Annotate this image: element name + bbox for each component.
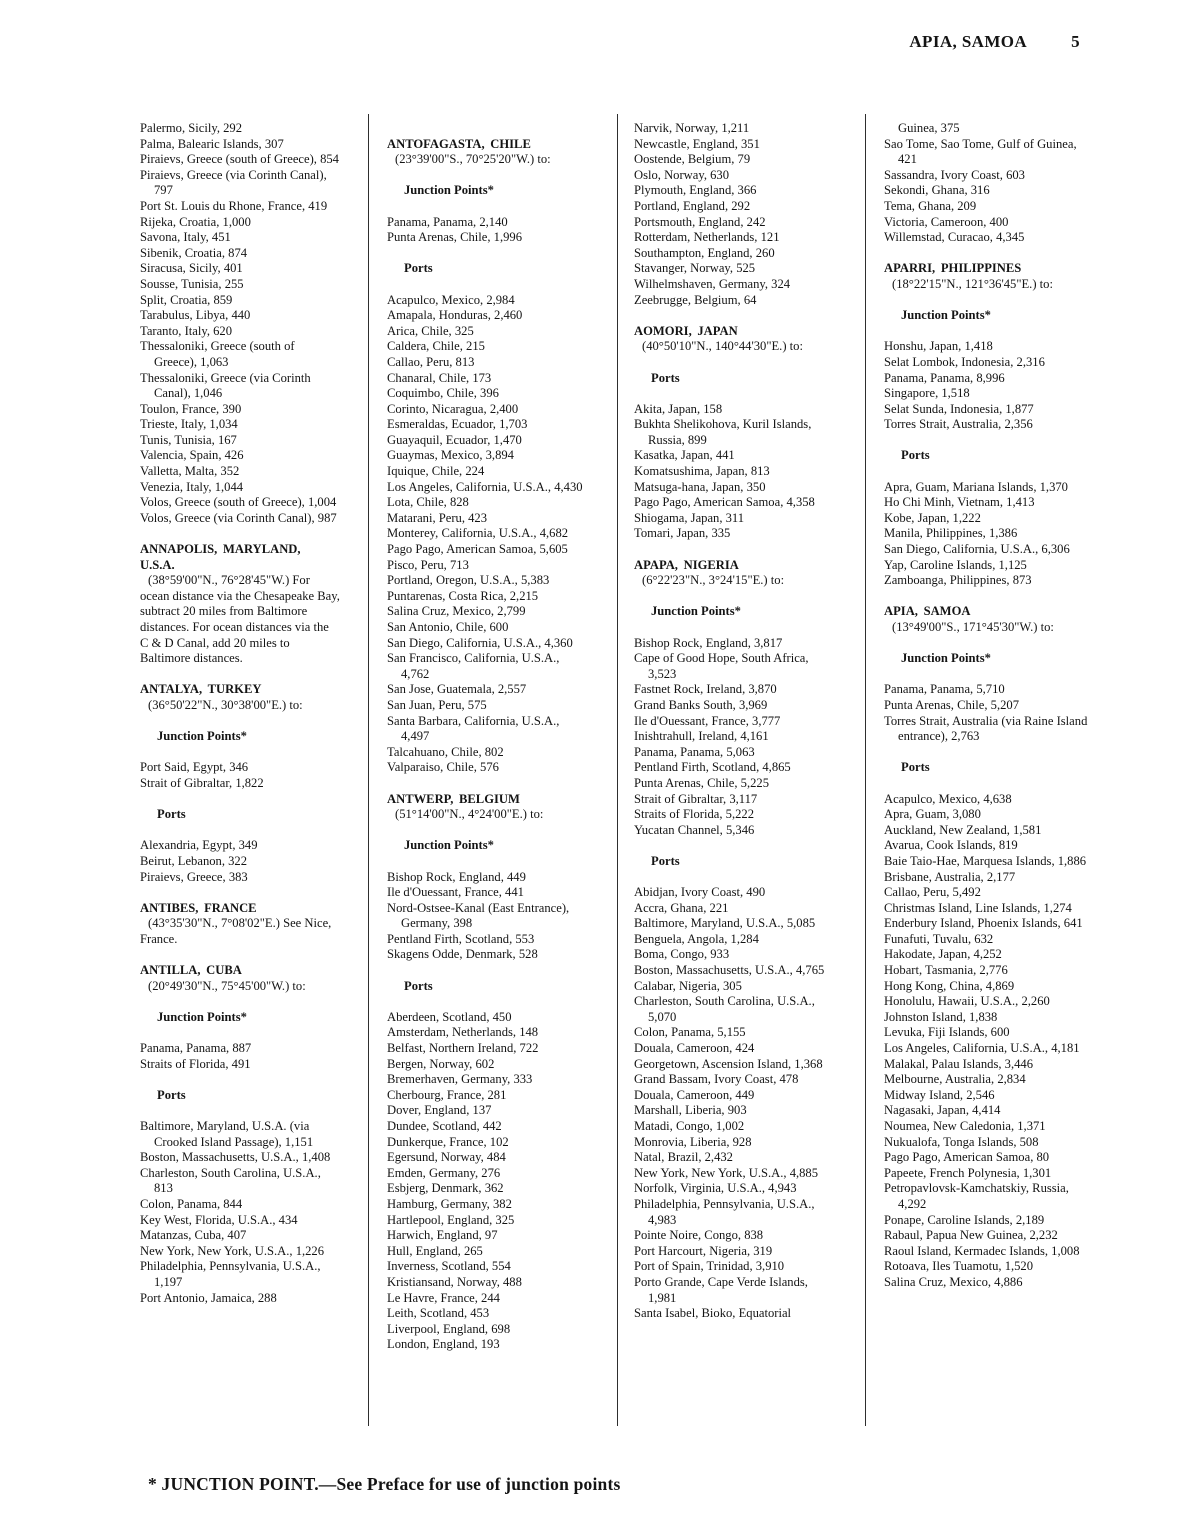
port-entry: Portsmouth, England, 242 <box>634 214 766 229</box>
port-entry: Stavanger, Norway, 525 <box>634 261 756 276</box>
port-entry: Christmas Island, Line Islands, 1,274 <box>884 900 1072 915</box>
port-entry: Port Antonio, Jamaica, 288 <box>140 1290 277 1305</box>
section-heading: ANTALYA, TURKEY <box>140 682 262 697</box>
page-number: 5 <box>1071 32 1080 51</box>
port-entry: Thessaloniki, Greece (south of Greece), 1,063 <box>140 339 295 369</box>
port-entry: Liverpool, England, 698 <box>387 1321 511 1336</box>
port-entry: New York, New York, U.S.A., 1,226 <box>140 1243 325 1258</box>
port-entry: Rotoava, Iles Tuamotu, 1,520 <box>884 1259 1034 1274</box>
port-entry: Valletta, Malta, 352 <box>140 464 240 479</box>
port-entry: Nord-Ostsee-Kanal (East Entrance), Germany, 398 <box>387 900 570 931</box>
port-entry: Bergen, Norway, 602 <box>387 1056 495 1071</box>
port-entry: Iquique, Chile, 224 <box>387 464 485 479</box>
port-entry: Callao, Peru, 5,492 <box>884 885 981 900</box>
coordinates-line: (23°39'00"S., 70°25'20"W.) to: <box>395 152 551 167</box>
port-entry: Selat Lombok, Indonesia, 2,316 <box>884 354 1045 369</box>
port-entry: Georgetown, Ascension Island, 1,368 <box>634 1056 823 1071</box>
port-entry: Boston, Massachusetts, U.S.A., 4,765 <box>634 963 825 978</box>
text-column-1 <box>140 121 340 1306</box>
port-entry: Papeete, French Polynesia, 1,301 <box>884 1165 1052 1180</box>
port-entry: Matarani, Peru, 423 <box>387 510 488 525</box>
port-entry: Zamboanga, Philippines, 873 <box>884 573 1032 588</box>
column-rule-2 <box>617 114 618 1426</box>
port-entry: Boma, Congo, 933 <box>634 947 730 962</box>
coordinates-line: (6°22'23"N., 3°24'15"E.) to: <box>642 573 785 588</box>
port-entry: Sao Tome, Sao Tome, Gulf of Guinea, 421 <box>884 136 1077 167</box>
port-entry: Tunis, Tunisia, 167 <box>140 432 237 447</box>
coordinates-line: (18°22'15"N., 121°36'45"E.) to: <box>892 276 1053 291</box>
port-entry: Shiogama, Japan, 311 <box>634 510 745 525</box>
port-entry: Tarabulus, Libya, 440 <box>140 308 251 323</box>
subsection-heading: Ports <box>157 807 186 822</box>
subsection-heading: Ports <box>651 853 680 868</box>
port-entry: Rabaul, Papua New Guinea, 2,232 <box>884 1228 1058 1243</box>
port-entry: Portland, England, 292 <box>634 198 751 213</box>
coordinates-line: (40°50'10"N., 140°44'30"E.) to: <box>642 339 803 354</box>
port-entry: Valencia, Spain, 426 <box>140 448 244 463</box>
port-entry: Douala, Cameroon, 424 <box>634 1041 755 1056</box>
port-entry: Piraievs, Greece, 383 <box>140 869 248 884</box>
port-entry: Matadi, Congo, 1,002 <box>634 1119 745 1133</box>
port-entry: Philadelphia, Pennsylvania, U.S.A., 4,983 <box>634 1196 815 1227</box>
port-entry: New York, New York, U.S.A., 4,885 <box>634 1165 819 1180</box>
port-entry: Strait of Gibraltar, 1,822 <box>140 775 264 790</box>
coordinates-line: (51°14'00"N., 4°24'00"E.) to: <box>395 807 544 822</box>
port-entry: Hull, England, 265 <box>387 1243 483 1258</box>
port-entry: Plymouth, England, 366 <box>634 183 757 198</box>
port-entry: Porto Grande, Cape Verde Islands, 1,981 <box>634 1274 808 1305</box>
port-entry: Thessaloniki, Greece (via Corinth Canal), 1,046 <box>140 370 311 401</box>
subsection-heading: Junction Points* <box>404 183 494 198</box>
port-entry: Torres Strait, Australia, 2,356 <box>884 417 1033 432</box>
port-entry: Yucatan Channel, 5,346 <box>634 822 755 837</box>
port-entry: Malakal, Palau Islands, 3,446 <box>884 1056 1033 1071</box>
port-entry: Honolulu, Hawaii, U.S.A., 2,260 <box>884 994 1050 1009</box>
port-entry: Kobe, Japan, 1,222 <box>884 510 981 525</box>
port-entry: Portland, Oregon, U.S.A., 5,383 <box>387 573 550 588</box>
port-entry: Raoul Island, Kermadec Islands, 1,008 <box>884 1243 1080 1258</box>
port-entry: Kasatka, Japan, 441 <box>634 448 735 463</box>
subsection-heading: Ports <box>901 448 930 463</box>
port-entry: Trieste, Italy, 1,034 <box>140 417 238 432</box>
section-heading: ANTILLA, CUBA <box>140 963 242 978</box>
port-entry: Apra, Guam, 3,080 <box>884 807 981 822</box>
port-entry: Natal, Brazil, 2,432 <box>634 1150 733 1165</box>
port-entry: Southampton, England, 260 <box>634 245 775 260</box>
port-entry: Oslo, Norway, 630 <box>634 167 730 182</box>
port-entry: Esbjerg, Denmark, 362 <box>387 1181 504 1196</box>
port-entry: Acapulco, Mexico, 4,638 <box>884 791 1012 806</box>
port-entry: Salina Cruz, Mexico, 4,886 <box>884 1274 1023 1289</box>
port-entry: Chanaral, Chile, 173 <box>387 370 492 385</box>
port-entry: Tema, Ghana, 209 <box>884 198 977 213</box>
subsection-heading: Ports <box>157 1087 186 1102</box>
port-entry: Toulon, France, 390 <box>140 401 242 416</box>
port-entry: Split, Croatia, 859 <box>140 292 233 307</box>
port-entry: Enderbury Island, Phoenix Islands, 641 <box>884 916 1083 931</box>
text-column-3 <box>634 121 838 1322</box>
port-entry: Panama, Panama, 5,063 <box>634 744 755 759</box>
section-heading: APAPA, NIGERIA <box>634 557 739 572</box>
port-entry: Aberdeen, Scotland, 450 <box>387 1009 512 1024</box>
port-entry: Pointe Noire, Congo, 838 <box>634 1228 764 1243</box>
port-entry: San Francisco, California, U.S.A., 4,762 <box>387 651 560 681</box>
port-entry: Nagasaki, Japan, 4,414 <box>884 1103 1001 1118</box>
port-entry: Dover, England, 137 <box>387 1103 492 1118</box>
port-entry: Sassandra, Ivory Coast, 603 <box>884 167 1025 182</box>
section-heading: APARRI, PHILIPPINES <box>884 261 1022 276</box>
port-entry: Straits of Florida, 5,222 <box>634 807 754 822</box>
column-rule-3 <box>865 114 866 1426</box>
port-entry: Benguela, Angola, 1,284 <box>634 931 759 946</box>
port-entry: Philadelphia, Pennsylvania, U.S.A., 1,197 <box>140 1259 321 1289</box>
port-entry: Inishtrahull, Ireland, 4,161 <box>634 729 769 744</box>
port-entry: Ile d'Ouessant, France, 441 <box>387 885 524 900</box>
port-entry: Corinto, Nicaragua, 2,400 <box>387 401 519 416</box>
section-heading: ANNAPOLIS, MARYLAND, U.S.A. <box>140 542 301 572</box>
port-entry: Johnston Island, 1,838 <box>884 1009 998 1024</box>
page-header <box>0 32 1080 52</box>
junction-point-footnote: * JUNCTION POINT.—See Preface for use of junction points <box>148 1474 621 1494</box>
port-entry: Esmeraldas, Ecuador, 1,703 <box>387 417 528 432</box>
port-entry: Monrovia, Liberia, 928 <box>634 1134 752 1149</box>
port-entry: Arica, Chile, 325 <box>387 323 474 338</box>
subsection-heading: Junction Points* <box>901 308 991 323</box>
port-entry: Baltimore, Maryland, U.S.A., 5,085 <box>634 916 816 931</box>
port-entry: Hobart, Tasmania, 2,776 <box>884 963 1008 978</box>
port-entry: Komatsushima, Japan, 813 <box>634 464 770 479</box>
port-entry: Piraievs, Greece (via Corinth Canal), 797 <box>140 167 327 198</box>
port-entry: Strait of Gibraltar, 3,117 <box>634 791 758 806</box>
port-entry: Taranto, Italy, 620 <box>140 323 233 338</box>
port-entry: San Diego, California, U.S.A., 6,306 <box>884 542 1070 557</box>
port-entry: Charleston, South Carolina, U.S.A., 5,070 <box>634 994 815 1024</box>
port-entry: Savona, Italy, 451 <box>140 230 231 245</box>
port-entry: Ho Chi Minh, Vietnam, 1,413 <box>884 495 1035 510</box>
running-head-title: APIA, SAMOA <box>909 32 1028 51</box>
port-entry: Panama, Panama, 2,140 <box>387 214 508 229</box>
port-entry: Noumea, New Caledonia, 1,371 <box>884 1119 1046 1133</box>
subsection-heading: Ports <box>651 370 680 385</box>
port-entry: Nukualofa, Tonga Islands, 508 <box>884 1134 1039 1149</box>
column-rule-1 <box>368 114 369 1426</box>
port-entry: Sekondi, Ghana, 316 <box>884 183 990 198</box>
port-entry: Torres Strait, Australia (via Raine Island entrance), 2,763 <box>884 713 1088 744</box>
port-entry: Grand Bassam, Ivory Coast, 478 <box>634 1072 799 1087</box>
coordinates-line: (20°49'30"N., 75°45'00"W.) to: <box>148 978 306 993</box>
port-entry: Harwich, England, 97 <box>387 1228 498 1243</box>
port-entry: Port Said, Egypt, 346 <box>140 760 249 775</box>
port-entry: Marshall, Liberia, 903 <box>634 1103 747 1118</box>
port-entry: Ile d'Ouessant, France, 3,777 <box>634 713 781 728</box>
port-entry: Wilhelmshaven, Germany, 324 <box>634 276 791 291</box>
port-entry: Abidjan, Ivory Coast, 490 <box>634 885 766 900</box>
port-entry: Talcahuano, Chile, 802 <box>387 744 504 759</box>
port-entry: Accra, Ghana, 221 <box>634 900 729 915</box>
section-heading: ANTOFAGASTA, CHILE <box>387 136 531 151</box>
port-entry: Matanzas, Cuba, 407 <box>140 1228 247 1243</box>
port-entry: Pago Pago, American Samoa, 4,358 <box>634 495 815 510</box>
port-entry: Rotterdam, Netherlands, 121 <box>634 230 780 245</box>
port-entry: Manila, Philippines, 1,386 <box>884 526 1018 541</box>
section-heading: AOMORI, JAPAN <box>634 323 738 338</box>
port-entry: Norfolk, Virginia, U.S.A., 4,943 <box>634 1181 797 1196</box>
port-entry: Santa Barbara, California, U.S.A., 4,497 <box>387 713 560 744</box>
subsection-heading: Junction Points* <box>651 604 741 619</box>
port-entry: Los Angeles, California, U.S.A., 4,181 <box>884 1041 1080 1056</box>
port-entry: Inverness, Scotland, 554 <box>387 1259 511 1274</box>
port-entry: Panama, Panama, 8,996 <box>884 370 1005 385</box>
port-entry: Victoria, Cameroon, 400 <box>884 214 1009 229</box>
port-entry: Melbourne, Australia, 2,834 <box>884 1072 1026 1087</box>
port-entry: San Antonio, Chile, 600 <box>387 620 509 634</box>
port-entry: Guayaquil, Ecuador, 1,470 <box>387 432 522 447</box>
port-entry: Monterey, California, U.S.A., 4,682 <box>387 526 569 541</box>
port-entry: Acapulco, Mexico, 2,984 <box>387 292 515 307</box>
port-entry: Hartlepool, England, 325 <box>387 1212 515 1227</box>
port-entry: Sibenik, Croatia, 874 <box>140 245 248 260</box>
port-entry: Boston, Massachusetts, U.S.A., 1,408 <box>140 1150 331 1165</box>
port-entry: Key West, Florida, U.S.A., 434 <box>140 1212 298 1227</box>
port-entry: Levuka, Fiji Islands, 600 <box>884 1025 1010 1040</box>
subsection-heading: Junction Points* <box>157 729 247 744</box>
port-entry: Calabar, Nigeria, 305 <box>634 978 742 993</box>
coordinates-line: (36°50'22"N., 30°38'00"E.) to: <box>148 697 303 712</box>
section-heading: ANTWERP, BELGIUM <box>387 791 520 806</box>
port-entry: Skagens Odde, Denmark, 528 <box>387 947 538 962</box>
port-entry: Fastnet Rock, Ireland, 3,870 <box>634 682 777 697</box>
port-entry: Lota, Chile, 828 <box>387 495 469 510</box>
text-column-2 <box>387 121 589 1353</box>
port-entry: Belfast, Northern Ireland, 722 <box>387 1041 539 1056</box>
port-entry: Siracusa, Sicily, 401 <box>140 261 243 276</box>
subsection-heading: Junction Points* <box>901 651 991 666</box>
port-entry: Cherbourg, France, 281 <box>387 1087 507 1102</box>
port-entry: Palermo, Sicily, 292 <box>140 121 243 135</box>
port-entry: Oostende, Belgium, 79 <box>634 152 751 167</box>
port-entry: Akita, Japan, 158 <box>634 401 723 416</box>
port-entry: Zeebrugge, Belgium, 64 <box>634 292 757 307</box>
port-entry: Bukhta Shelikohova, Kuril Islands, Russia, 899 <box>634 417 812 447</box>
port-entry: Cape of Good Hope, South Africa, 3,523 <box>634 651 809 681</box>
port-entry: Bishop Rock, England, 3,817 <box>634 635 783 650</box>
port-entry: Volos, Greece (via Corinth Canal), 987 <box>140 510 337 525</box>
port-entry: Apra, Guam, Mariana Islands, 1,370 <box>884 479 1068 494</box>
port-entry: Punta Arenas, Chile, 1,996 <box>387 230 523 245</box>
subsection-heading: Ports <box>404 261 433 276</box>
port-entry: Pentland Firth, Scotland, 4,865 <box>634 760 791 775</box>
port-entry: Amsterdam, Netherlands, 148 <box>387 1025 539 1040</box>
port-entry: Leith, Scotland, 453 <box>387 1306 490 1321</box>
port-entry: Punta Arenas, Chile, 5,225 <box>634 775 770 790</box>
port-entry: Baltimore, Maryland, U.S.A. (via Crooked Island Passage), 1,151 <box>140 1119 314 1149</box>
port-entry: Salina Cruz, Mexico, 2,799 <box>387 604 526 619</box>
port-entry: Matsuga-hana, Japan, 350 <box>634 479 766 494</box>
port-entry: Guaymas, Mexico, 3,894 <box>387 448 514 463</box>
port-entry: Port of Spain, Trinidad, 3,910 <box>634 1259 785 1274</box>
port-entry: Willemstad, Curacao, 4,345 <box>884 230 1025 245</box>
port-entry: Midway Island, 2,546 <box>884 1087 995 1102</box>
port-entry: Auckland, New Zealand, 1,581 <box>884 822 1042 837</box>
port-entry: Panama, Panama, 5,710 <box>884 682 1005 697</box>
port-entry: Colon, Panama, 844 <box>140 1196 243 1211</box>
section-heading: APIA, SAMOA <box>884 604 971 619</box>
subsection-heading: Ports <box>901 760 930 775</box>
port-entry: Los Angeles, California, U.S.A., 4,430 <box>387 479 583 494</box>
port-entry: Callao, Peru, 813 <box>387 354 475 369</box>
subsection-heading: Junction Points* <box>157 1009 247 1024</box>
port-entry: Emden, Germany, 276 <box>387 1165 501 1180</box>
subsection-heading: Junction Points* <box>404 838 494 853</box>
port-entry: Dunkerque, France, 102 <box>387 1134 509 1149</box>
port-entry: Narvik, Norway, 1,211 <box>634 121 750 135</box>
port-entry: Pago Pago, American Samoa, 80 <box>884 1150 1050 1165</box>
port-entry: Piraievs, Greece (south of Greece), 854 <box>140 152 339 167</box>
port-entry: Venezia, Italy, 1,044 <box>140 479 244 494</box>
port-entry: Kristiansand, Norway, 488 <box>387 1274 522 1289</box>
port-entry: Pago Pago, American Samoa, 5,605 <box>387 542 568 557</box>
port-entry: Douala, Cameroon, 449 <box>634 1087 755 1102</box>
port-entry: Ponape, Caroline Islands, 2,189 <box>884 1212 1045 1227</box>
section-heading: ANTIBES, FRANCE <box>140 900 257 915</box>
section-note: (43°35'30"N., 7°08'02"E.) See Nice, France. <box>140 916 332 946</box>
port-entry: Charleston, South Carolina, U.S.A., 813 <box>140 1165 321 1196</box>
port-entry: Port Harcourt, Nigeria, 319 <box>634 1243 773 1258</box>
port-entry: Hamburg, Germany, 382 <box>387 1196 512 1211</box>
port-entry: Pisco, Peru, 713 <box>387 557 469 572</box>
port-entry: London, England, 193 <box>387 1337 500 1352</box>
coordinates-line: (13°49'00"S., 171°45'30"W.) to: <box>892 620 1054 634</box>
port-entry: San Jose, Guatemala, 2,557 <box>387 682 527 697</box>
port-entry: Yap, Caroline Islands, 1,125 <box>884 557 1027 572</box>
port-entry: Selat Sunda, Indonesia, 1,877 <box>884 401 1034 416</box>
port-entry-continuation: Guinea, 375 <box>898 121 960 135</box>
port-entry: Brisbane, Australia, 2,177 <box>884 869 1016 884</box>
section-note: (38°59'00"N., 76°28'45"W.) For ocean distance via the Chesapeake Bay, subtract 20 miles from Baltimore distances. For ocean distances via the C & D Canal, add 20 miles to Baltimore distances. <box>140 573 340 666</box>
port-entry: Egersund, Norway, 484 <box>387 1150 506 1165</box>
port-entry: Newcastle, England, 351 <box>634 136 760 151</box>
port-entry: San Juan, Peru, 575 <box>387 697 487 712</box>
port-entry: Funafuti, Tuvalu, 632 <box>884 931 994 946</box>
port-entry: Palma, Balearic Islands, 307 <box>140 136 284 151</box>
port-entry: Singapore, 1,518 <box>884 386 970 401</box>
subsection-heading: Ports <box>404 978 433 993</box>
port-entry: Alexandria, Egypt, 349 <box>140 838 258 853</box>
port-entry: Tomari, Japan, 335 <box>634 526 731 541</box>
port-entry: Volos, Greece (south of Greece), 1,004 <box>140 495 337 510</box>
port-entry: Coquimbo, Chile, 396 <box>387 386 499 401</box>
port-entry: Rijeka, Croatia, 1,000 <box>140 214 251 229</box>
port-entry: Bremerhaven, Germany, 333 <box>387 1072 533 1087</box>
port-entry: Grand Banks South, 3,969 <box>634 697 768 712</box>
port-entry: Avarua, Cook Islands, 819 <box>884 838 1018 853</box>
port-entry: Pentland Firth, Scotland, 553 <box>387 931 535 946</box>
port-entry: Baie Taio-Hae, Marquesa Islands, 1,886 <box>884 853 1087 868</box>
port-entry: Hong Kong, China, 4,869 <box>884 978 1015 993</box>
port-entry: Straits of Florida, 491 <box>140 1056 251 1071</box>
port-entry: Caldera, Chile, 215 <box>387 339 485 354</box>
port-entry: Amapala, Honduras, 2,460 <box>387 308 523 323</box>
port-entry: Honshu, Japan, 1,418 <box>884 339 993 354</box>
port-entry: Valparaiso, Chile, 576 <box>387 760 499 775</box>
port-entry: Puntarenas, Costa Rica, 2,215 <box>387 588 539 603</box>
port-entry: Port St. Louis du Rhone, France, 419 <box>140 198 328 213</box>
port-entry: Colon, Panama, 5,155 <box>634 1025 746 1040</box>
port-entry: Hakodate, Japan, 4,252 <box>884 947 1002 962</box>
port-entry: Santa Isabel, Bioko, Equatorial <box>634 1306 792 1321</box>
port-entry: Petropavlovsk-Kamchatskiy, Russia, 4,292 <box>884 1181 1069 1211</box>
port-entry: Beirut, Lebanon, 322 <box>140 853 248 868</box>
text-column-4 <box>884 121 1088 1291</box>
port-entry: Panama, Panama, 887 <box>140 1041 252 1056</box>
port-entry: Punta Arenas, Chile, 5,207 <box>884 697 1020 712</box>
port-entry: Sousse, Tunisia, 255 <box>140 276 244 291</box>
port-entry: Dundee, Scotland, 442 <box>387 1119 502 1133</box>
port-entry: Le Havre, France, 244 <box>387 1290 500 1305</box>
port-entry: San Diego, California, U.S.A., 4,360 <box>387 635 573 650</box>
port-entry: Bishop Rock, England, 449 <box>387 869 526 884</box>
